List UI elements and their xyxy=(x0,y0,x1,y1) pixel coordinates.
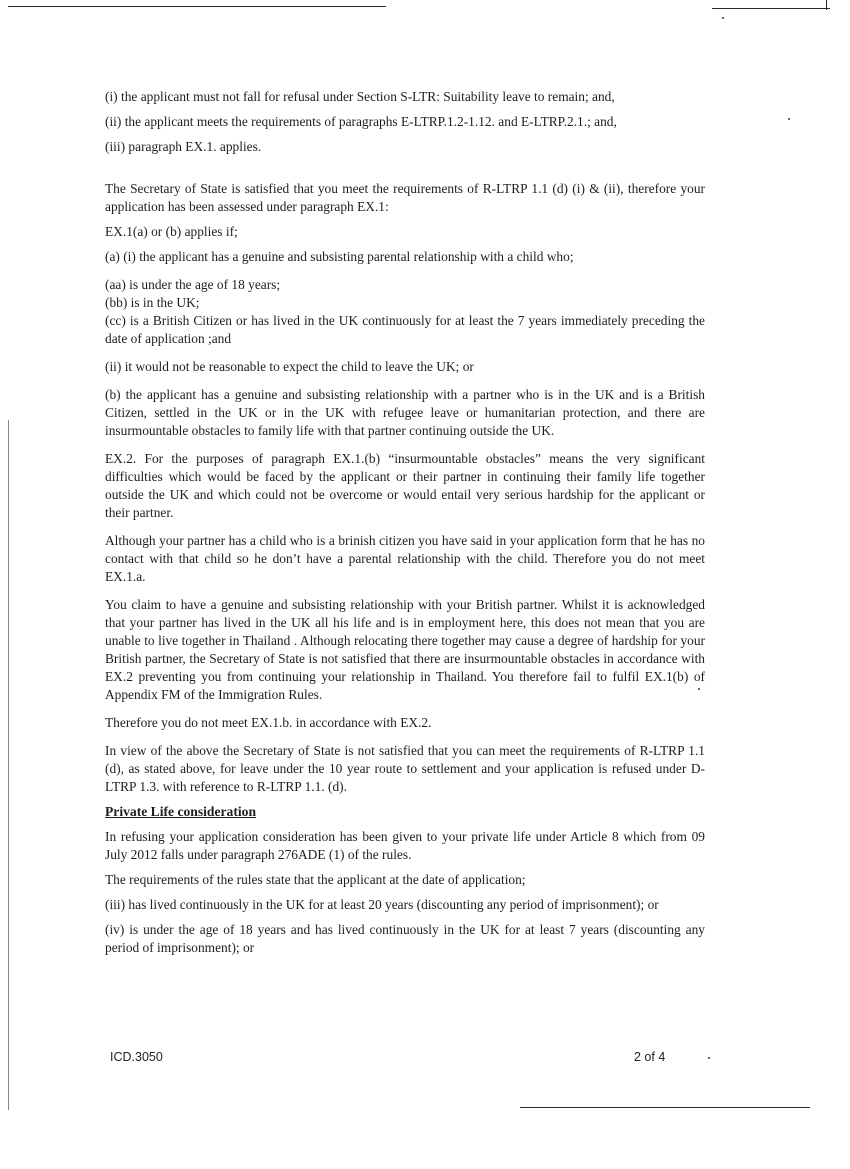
paragraph: (cc) is a British Citizen or has lived in the UK continuously for at least the 7 years immediately preceding the date of application ;and xyxy=(105,313,705,346)
paragraph: (iv) is under the age of 18 years and has lived continuously in the UK for at least 7 years (discounting any period of imprisonment); or xyxy=(105,922,705,955)
scan-speck xyxy=(708,1057,710,1059)
scan-edge-left xyxy=(8,420,9,1110)
scan-edge-top-left xyxy=(8,6,386,7)
paragraph: (iii) paragraph EX.1. applies. xyxy=(105,139,262,154)
paragraph: (ii) the applicant meets the requirements of paragraphs E-LTRP.1.2-1.12. and E-LTRP.2.1.; and, xyxy=(105,114,617,129)
section-heading: Private Life consideration xyxy=(105,804,257,819)
paragraph: (a) (i) the applicant has a genuine and subsisting parental relationship with a child who; xyxy=(105,249,574,264)
paragraph: (i) the applicant must not fall for refusal under Section S-LTR: Suitability leave to remain; and, xyxy=(105,89,615,104)
paragraph: EX.1(a) or (b) applies if; xyxy=(105,224,238,239)
paragraph: (iii) has lived continuously in the UK for at least 20 years (discounting any period of imprisonment); or xyxy=(105,897,659,912)
scan-speck xyxy=(788,118,790,120)
paragraph: (b) the applicant has a genuine and subsisting relationship with a partner who is in the UK and is a British Citizen, settled in the UK or in the UK with refugee leave or humanitarian protection, and there are insurmountable obstacles to family life with that partner continuing outside the UK. xyxy=(105,387,705,438)
scan-edge-top-right xyxy=(712,8,830,9)
paragraph: (bb) is in the UK; xyxy=(105,295,200,310)
scan-edge-bottom-right xyxy=(520,1107,810,1108)
paragraph: In refusing your application consideration has been given to your private life under Article 8 which from 09 July 2012 falls under paragraph 276ADE (1) of the rules. xyxy=(105,829,705,862)
page-number: 2 of 4 xyxy=(634,1050,666,1064)
paragraph: EX.2. For the purposes of paragraph EX.1.(b) “insurmountable obstacles” means the very significant difficulties which would be faced by the applicant or their partner in continuing their family life together outside the UK and which could not be overcome or would entail very serious hardship for the applicant or their partner. xyxy=(105,451,705,520)
paragraph: The requirements of the rules state that the applicant at the date of application; xyxy=(105,872,526,887)
scan-edge-right xyxy=(826,0,827,10)
scan-speck xyxy=(722,17,724,19)
paragraph: You claim to have a genuine and subsisting relationship with your British partner. Whilst it is acknowledged that your partner has lived in the UK all his life and is in employment here, this does not mean that you are unable to live together in Thailand . Although relocating there together may cause a degree of hardship for your British partner, the Secretary of State is not satisfied that there are insurmountable obstacles in accordance with EX.2 preventing you from continuing your relationship in Thailand. You therefore fail to fulfil EX.1(b) of Appendix FM of the Immigration Rules. xyxy=(105,597,705,702)
paragraph: Therefore you do not meet EX.1.b. in accordance with EX.2. xyxy=(105,715,432,730)
letter-body xyxy=(105,88,705,957)
paragraph: (aa) is under the age of 18 years; xyxy=(105,277,281,292)
paragraph: In view of the above the Secretary of State is not satisfied that you can meet the requirements of R-LTRP 1.1 (d), as stated above, for leave under the 10 year route to settlement and your application is refused under D-LTRP 1.3. with reference to R-LTRP 1.1. (d). xyxy=(105,743,705,794)
paragraph: Although your partner has a child who is a brinish citizen you have said in your application form that he has no contact with that child so he don’t have a parental relationship with the child. Therefore you do not meet EX.1.a. xyxy=(105,533,705,584)
document-reference: ICD.3050 xyxy=(110,1050,163,1064)
paragraph: The Secretary of State is satisfied that you meet the requirements of R-LTRP 1.1 (d) (i) & (ii), therefore your application has been assessed under paragraph EX.1: xyxy=(105,181,705,214)
paragraph: (ii) it would not be reasonable to expect the child to leave the UK; or xyxy=(105,359,474,374)
